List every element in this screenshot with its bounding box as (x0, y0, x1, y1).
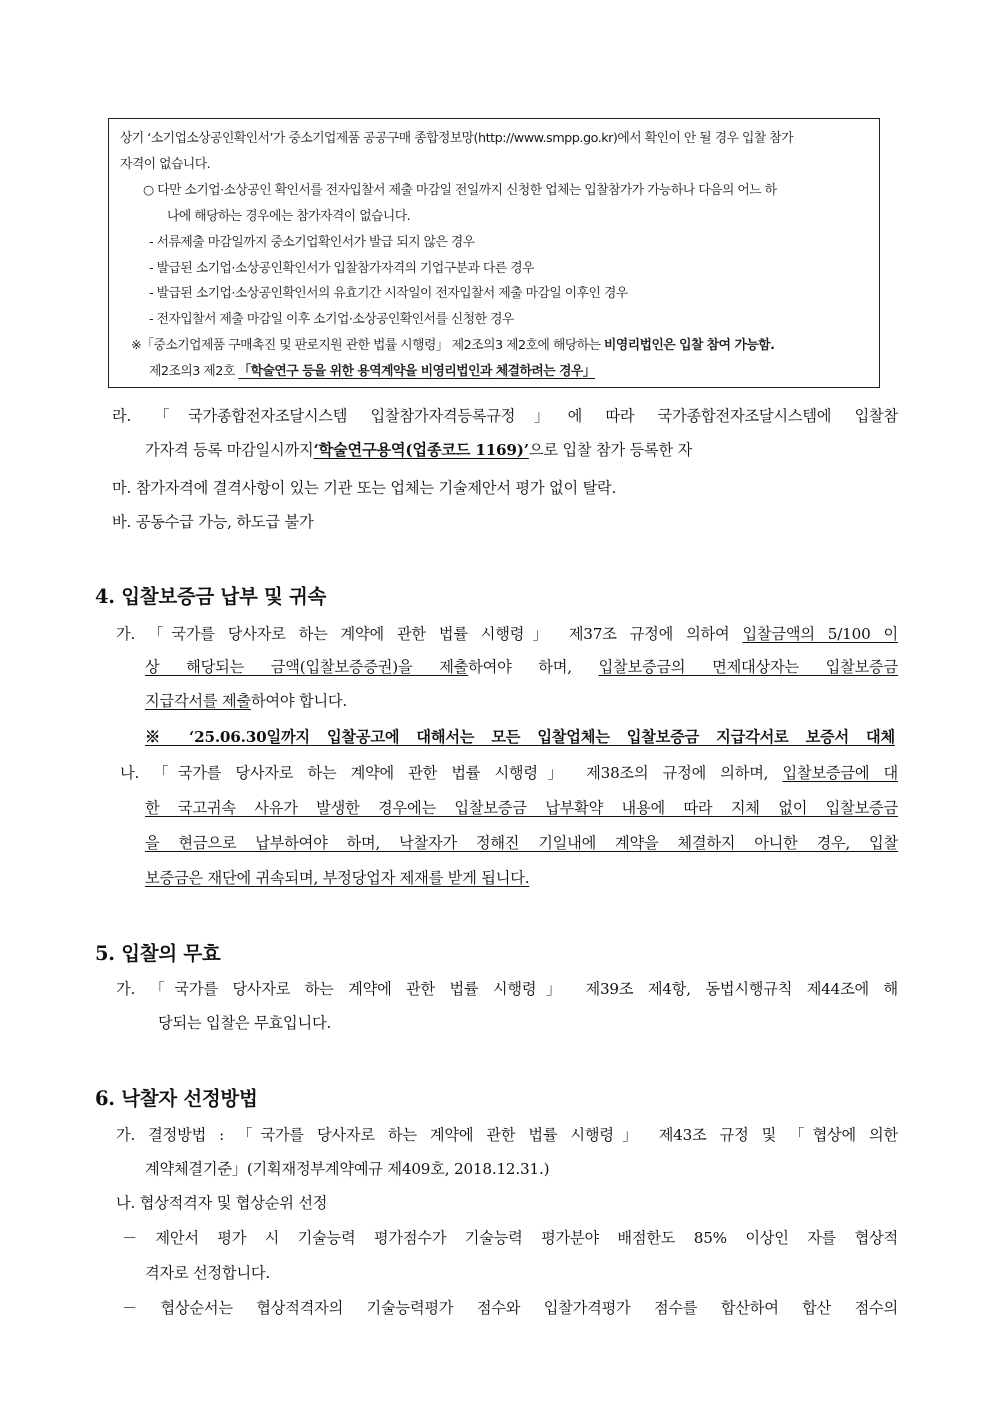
section-4-ga-underline-3: 입찰보증금의 면제대상자는 입찰보증금 (598, 658, 899, 676)
section-6-dash-2-line-1: － 협상순서는 협상적격자의 기술능력평가 점수와 입찰가격평가 점수를 합산하여 합산 점수의 (122, 1299, 898, 1317)
section-4-note: ※ ‘25.06.30일까지 입찰공고에 대해서는 모든 입찰업체는 입찰보증금 지급각서로 보증서 대체 (145, 728, 895, 746)
section-6-ga-line-1: 가. 결정방법 : 「국가를 당사자로 하는 계약에 관한 법률 시행령」 제43조 규정 및 「협상에 의한 (116, 1126, 898, 1144)
section-4-na-underline: 입찰보증금에 대 (782, 764, 898, 782)
section-4-na-line-2: 한 국고귀속 사유가 발생한 경우에는 입찰보증금 납부확약 내용에 따라 지체 없이 입찰보증금 (145, 799, 898, 817)
section-4-na-line-3: 을 현금으로 납부하여야 하며, 낙찰자가 정해진 기일내에 계약을 체결하지 아니한 경우, 입찰 (145, 834, 898, 852)
notice-dash-1: - 서류제출 마감일까지 중소기업확인서가 발급 되지 않은 경우 (149, 235, 475, 250)
section-6-ga-line-2: 계약체결기준」(기획재정부계약예규 제409호, 2018.12.31.) (145, 1160, 550, 1178)
notice-law-note-emphasis: 비영리법인은 입찰 참여 가능함. (604, 338, 775, 353)
item-ra-text-end: 으로 입찰 참가 등록한 자 (528, 441, 693, 459)
notice-line-1: 상기 ‘소기업소상공인확인서’가 중소기업제품 공공구매 종합정보망(http://www.smpp.go.kr)에서 확인이 안 될 경우 입찰 참가 (120, 131, 794, 146)
notice-circle-line-2: 나에 해당하는 경우에는 참가자격이 없습니다. (167, 209, 411, 224)
section-4-ga-underline: 입찰금액의 5/100 이 (742, 625, 898, 643)
notice-law-note-text: ※「중소기업제품 구매촉진 및 판로지원 관한 법률 시행령」 제2조의3 제2호에 해당하는 (131, 338, 604, 353)
section-4-ga-text: 가. 「국가를 당사자로 하는 계약에 관한 법률 시행령」 제37조 규정에 의하여 (116, 625, 743, 643)
section-6-na: 나. 협상적격자 및 협상순위 선정 (116, 1194, 328, 1212)
item-ra-line-1: 라. 「국가종합전자조달시스템 입찰참가자격등록규정」에 따라 국가종합전자조달시스템에 입찰참 (112, 407, 898, 425)
notice-law-article (149, 360, 595, 379)
section-4-ga-text-3: 하여야 합니다. (250, 692, 348, 710)
notice-box (108, 118, 880, 388)
notice-dash-3: - 발급된 소기업·소상공인확인서의 유효기간 시작일이 전자입찰서 제출 마감일 이후인 경우 (149, 286, 628, 301)
section-4-ga-text-2: 하여야 하며, (468, 658, 599, 676)
section-6-heading: 6. 낙찰자 선정방법 (95, 1087, 258, 1110)
notice-line-2: 자격이 없습니다. (120, 157, 211, 172)
section-5-ga-line-2: 당되는 입찰은 무효입니다. (158, 1014, 332, 1032)
notice-law-article-text: 제2조의3 제2호 (149, 364, 239, 379)
section-4-na-line-4: 보증금은 재단에 귀속되며, 부정당업자 제재를 받게 됩니다. (145, 869, 530, 887)
notice-dash-2: - 발급된 소기업·소상공인확인서가 입찰참가자격의 기업구분과 다른 경우 (149, 261, 534, 276)
section-5-ga-line-1: 가. 「국가를 당사자로 하는 계약에 관한 법률 시행령」 제39조 제4항, 동법시행규칙 제44조에 해 (116, 980, 898, 998)
notice-law-note (131, 334, 774, 353)
section-6-dash-1-line-2: 격자로 선정합니다. (145, 1264, 271, 1282)
item-ma: 마. 참가자격에 결격사항이 있는 기관 또는 업체는 기술제안서 평가 없이 탈락. (112, 479, 617, 497)
section-4-heading: 4. 입찰보증금 납부 및 귀속 (95, 585, 327, 608)
notice-circle-line-1: ○ 다만 소기업·소상공인 확인서를 전자입찰서 제출 마감일 전일까지 신청한 업체는 입찰참가가 가능하나 다음의 어느 하 (143, 183, 777, 198)
item-ra-emphasis: ‘학술연구용역(업종코드 1169)’ (313, 441, 529, 459)
section-6-dash-1-line-1: － 제안서 평가 시 기술능력 평가점수가 기술능력 평가분야 배점한도 85% 이상인 자를 협상적 (122, 1229, 898, 1247)
section-4-ga-line-2 (145, 656, 898, 677)
item-ra-line-2 (145, 439, 692, 460)
notice-dash-4: - 전자입찰서 제출 마감일 이후 소기업·소상공인확인서를 신청한 경우 (149, 312, 514, 327)
item-ba: 바. 공동수급 가능, 하도급 불가 (112, 513, 314, 531)
section-4-ga-underline-2: 상 해당되는 금액(입찰보증증권)을 제출 (145, 658, 469, 676)
section-4-ga-line-1 (116, 623, 898, 644)
section-4-na-line-1 (120, 762, 898, 783)
section-4-ga-underline-4: 지급각서를 제출 (145, 692, 251, 710)
section-4-na-text: 나. 「국가를 당사자로 하는 계약에 관한 법률 시행령」 제38조의 규정에 의하며, (120, 764, 783, 782)
section-4-ga-line-3 (145, 690, 347, 711)
notice-law-article-emphasis: 「학술연구 등을 위한 용역계약을 비영리법인과 체결하려는 경우」 (238, 364, 596, 379)
section-5-heading: 5. 입찰의 무효 (95, 942, 221, 965)
item-ra-text: 가자격 등록 마감일시까지 (145, 441, 314, 459)
